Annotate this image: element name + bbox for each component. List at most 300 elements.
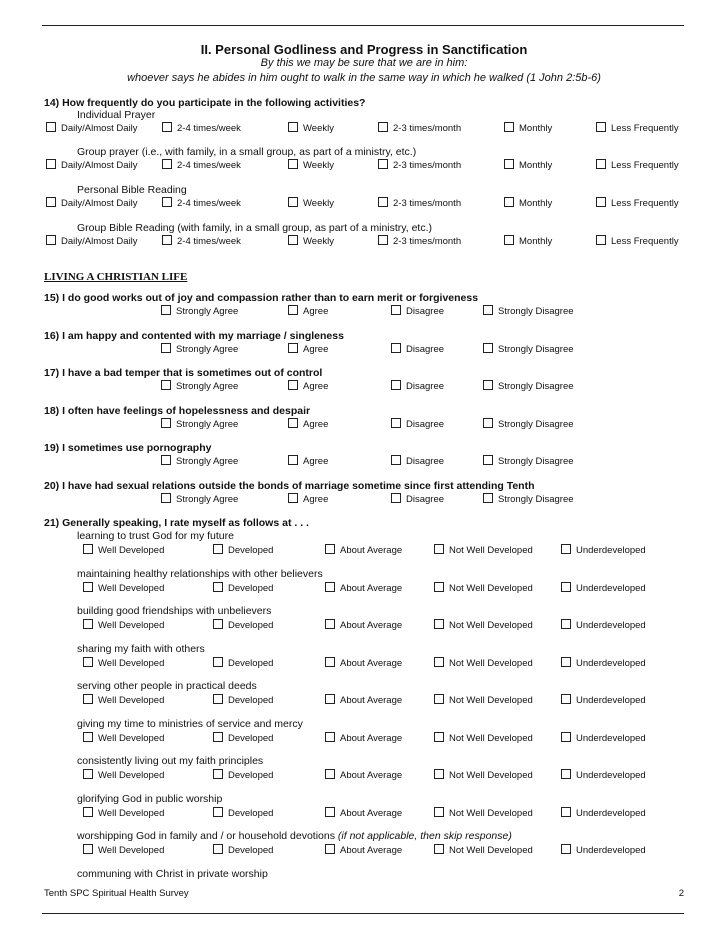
agreement-option[interactable] (288, 455, 328, 467)
rating-option-row (0, 769, 728, 782)
checkbox[interactable] (83, 844, 93, 854)
checkbox[interactable] (161, 380, 171, 390)
option-label: Agree (303, 456, 329, 467)
checkbox[interactable] (161, 418, 171, 428)
rating-option[interactable] (213, 619, 273, 631)
rating-item-text: consistently living out my faith principles (77, 755, 264, 767)
agreement-option[interactable] (161, 493, 238, 505)
rating-item-text: giving my time to ministries of service and mercy (77, 718, 303, 730)
checkbox[interactable] (161, 455, 171, 465)
option-label: Not Well Developed (449, 695, 533, 706)
option-label: Strongly Disagree (498, 306, 574, 317)
checkbox[interactable] (83, 807, 93, 817)
rating-option[interactable] (325, 732, 402, 744)
checkbox[interactable] (213, 844, 223, 854)
checkbox[interactable] (391, 305, 401, 315)
frequency-option[interactable] (596, 197, 679, 209)
rating-item-label (77, 643, 205, 655)
rating-item-note: (if not applicable, then skip response) (337, 830, 512, 842)
checkbox[interactable] (596, 122, 606, 132)
checkbox[interactable] (288, 235, 298, 245)
checkbox[interactable] (561, 732, 571, 742)
rating-option[interactable] (83, 619, 164, 631)
rating-option[interactable] (561, 657, 646, 669)
frequency-option[interactable] (288, 159, 334, 171)
option-label: Well Developed (98, 695, 165, 706)
checkbox[interactable] (288, 197, 298, 207)
option-label: Well Developed (98, 583, 165, 594)
checkbox[interactable] (325, 582, 335, 592)
rating-option[interactable] (325, 619, 402, 631)
rating-option[interactable] (83, 844, 164, 856)
frequency-option[interactable] (504, 122, 552, 134)
frequency-option-row (0, 159, 728, 172)
checkbox[interactable] (288, 122, 298, 132)
agreement-option-row (0, 455, 728, 468)
frequency-option[interactable] (504, 235, 552, 247)
rating-option[interactable] (434, 769, 533, 781)
checkbox[interactable] (325, 619, 335, 629)
agreement-option[interactable] (391, 455, 444, 467)
option-label: Disagree (406, 456, 445, 467)
option-label: Developed (228, 845, 274, 856)
checkbox[interactable] (83, 582, 93, 592)
checkbox[interactable] (378, 235, 388, 245)
rating-item-text: learning to trust God for my future (77, 530, 234, 542)
option-label: Daily/Almost Daily (61, 198, 138, 209)
checkbox[interactable] (391, 343, 401, 353)
frequency-option[interactable] (596, 122, 679, 134)
rating-option-row (0, 694, 728, 707)
option-label: Monthly (519, 123, 553, 134)
checkbox[interactable] (213, 732, 223, 742)
option-label: Disagree (406, 381, 445, 392)
option-label: Well Developed (98, 620, 165, 631)
frequency-option[interactable] (162, 235, 241, 247)
agreement-option[interactable] (161, 455, 238, 467)
rating-option[interactable] (561, 732, 646, 744)
rating-item-label (77, 605, 271, 617)
frequency-option[interactable] (378, 235, 461, 247)
rating-item-text: worshipping God in family and / or household devotions (77, 830, 335, 842)
agreement-option[interactable] (288, 305, 328, 317)
checkbox[interactable] (83, 544, 93, 554)
checkbox[interactable] (434, 844, 444, 854)
option-label: Developed (228, 733, 274, 744)
rating-option[interactable] (325, 769, 402, 781)
agreement-option[interactable] (483, 418, 574, 430)
checkbox[interactable] (83, 657, 93, 667)
agreement-option-row (0, 418, 728, 431)
rating-option[interactable] (83, 732, 164, 744)
option-label: 2-3 times/month (393, 123, 462, 134)
option-label: Strongly Disagree (498, 494, 574, 505)
agreement-option-row (0, 493, 728, 506)
rating-option[interactable] (434, 732, 533, 744)
checkbox[interactable] (161, 343, 171, 353)
rating-item-text: glorifying God in public worship (77, 793, 223, 805)
agreement-option[interactable] (483, 493, 574, 505)
option-label: Strongly Disagree (498, 381, 574, 392)
option-label: Strongly Agree (176, 381, 239, 392)
rating-option-row (0, 582, 728, 595)
checkbox[interactable] (483, 418, 493, 428)
statement-question: 18) I often have feelings of hopelessness and despair (44, 405, 311, 417)
rating-option[interactable] (83, 769, 164, 781)
rating-item-label (77, 755, 263, 767)
rating-option[interactable] (561, 619, 646, 631)
checkbox[interactable] (434, 694, 444, 704)
agreement-option[interactable] (161, 305, 238, 317)
checkbox[interactable] (483, 455, 493, 465)
rating-option-row (0, 844, 728, 857)
option-label: Less Frequently (611, 160, 679, 171)
rating-option[interactable] (325, 694, 402, 706)
option-label: Developed (228, 770, 274, 781)
checkbox[interactable] (83, 694, 93, 704)
option-label: Underdeveloped (576, 620, 646, 631)
checkbox[interactable] (325, 844, 335, 854)
checkbox[interactable] (504, 122, 514, 132)
option-label: Not Well Developed (449, 808, 533, 819)
option-label: Monthly (519, 160, 553, 171)
bottom-rule (42, 913, 684, 914)
question-14: 14) How frequently do you participate in the following activities? (44, 97, 366, 109)
rating-item-text: maintaining healthy relationships with other believers (77, 568, 323, 580)
option-label: Well Developed (98, 733, 165, 744)
option-label: Agree (303, 494, 329, 505)
option-label: About Average (340, 733, 403, 744)
checkbox[interactable] (162, 235, 172, 245)
rating-option[interactable] (434, 657, 533, 669)
option-label: Agree (303, 344, 329, 355)
agreement-option[interactable] (391, 305, 444, 317)
option-label: Developed (228, 620, 274, 631)
rating-option[interactable] (434, 582, 533, 594)
top-rule (42, 25, 684, 26)
option-label: 2-4 times/week (177, 160, 241, 171)
checkbox[interactable] (391, 380, 401, 390)
option-label: Weekly (303, 198, 334, 209)
checkbox[interactable] (391, 418, 401, 428)
rating-option[interactable] (213, 807, 273, 819)
checkbox[interactable] (83, 619, 93, 629)
option-label: Strongly Disagree (498, 456, 574, 467)
checkbox[interactable] (325, 807, 335, 817)
option-label: Well Developed (98, 845, 165, 856)
checkbox[interactable] (561, 657, 571, 667)
checkbox[interactable] (561, 844, 571, 854)
agreement-option[interactable] (288, 343, 328, 355)
rating-option[interactable] (83, 544, 164, 556)
checkbox[interactable] (161, 493, 171, 503)
rating-option[interactable] (325, 844, 402, 856)
option-label: Well Developed (98, 770, 165, 781)
checkbox[interactable] (288, 159, 298, 169)
option-label: Agree (303, 419, 329, 430)
statement-question: 19) I sometimes use pornography (44, 442, 212, 454)
frequency-option[interactable] (596, 235, 679, 247)
checkbox[interactable] (483, 343, 493, 353)
rating-item-label (77, 568, 323, 580)
rating-option[interactable] (561, 844, 646, 856)
statement-question: 17) I have a bad temper that is sometimes out of control (44, 367, 323, 379)
agreement-option-row (0, 380, 728, 393)
rating-option[interactable] (213, 694, 273, 706)
option-label: Disagree (406, 494, 445, 505)
checkbox[interactable] (325, 544, 335, 554)
rating-option[interactable] (213, 657, 273, 669)
frequency-option[interactable] (288, 235, 334, 247)
rating-option-row (0, 657, 728, 670)
agreement-option[interactable] (391, 493, 444, 505)
rating-option-row (0, 619, 728, 632)
rating-option[interactable] (434, 544, 533, 556)
checkbox[interactable] (596, 197, 606, 207)
rating-option[interactable] (434, 619, 533, 631)
checkbox[interactable] (46, 159, 56, 169)
frequency-option-row (0, 235, 728, 248)
checkbox[interactable] (561, 544, 571, 554)
rating-option[interactable] (325, 657, 402, 669)
option-label: Underdeveloped (576, 845, 646, 856)
option-label: 2-4 times/week (177, 198, 241, 209)
checkbox[interactable] (162, 197, 172, 207)
rating-option[interactable] (434, 807, 533, 819)
option-label: Disagree (406, 419, 445, 430)
checkbox[interactable] (434, 657, 444, 667)
checkbox[interactable] (504, 235, 514, 245)
checkbox[interactable] (213, 544, 223, 554)
option-label: Not Well Developed (449, 733, 533, 744)
option-label: About Average (340, 845, 403, 856)
frequency-option[interactable] (504, 197, 552, 209)
option-label: Less Frequently (611, 236, 679, 247)
option-label: Strongly Agree (176, 456, 239, 467)
rating-option[interactable] (561, 544, 646, 556)
option-label: Underdeveloped (576, 808, 646, 819)
checkbox[interactable] (391, 493, 401, 503)
agreement-option[interactable] (483, 305, 574, 317)
checkbox[interactable] (162, 159, 172, 169)
rating-option[interactable] (325, 582, 402, 594)
rating-option[interactable] (325, 807, 402, 819)
activity-label: Group Bible Reading (with family, in a small group, as part of a ministry, etc.) (77, 222, 433, 234)
question-21: 21) Generally speaking, I rate myself as follows at . . . (44, 517, 309, 529)
agreement-option[interactable] (288, 380, 328, 392)
rating-option[interactable] (325, 544, 402, 556)
agreement-option[interactable] (483, 380, 574, 392)
frequency-option[interactable] (46, 159, 138, 171)
frequency-option[interactable] (378, 159, 461, 171)
footer-page-number: 2 (678, 888, 684, 899)
rating-option[interactable] (213, 844, 273, 856)
checkbox[interactable] (46, 197, 56, 207)
frequency-option[interactable] (504, 159, 552, 171)
rating-option[interactable] (213, 769, 273, 781)
option-label: Underdeveloped (576, 695, 646, 706)
checkbox[interactable] (288, 455, 298, 465)
rating-option[interactable] (83, 657, 164, 669)
checkbox[interactable] (288, 380, 298, 390)
option-label: About Average (340, 620, 403, 631)
rating-item-label (77, 793, 222, 805)
checkbox[interactable] (561, 807, 571, 817)
frequency-option[interactable] (46, 122, 138, 134)
activity-label: Individual Prayer (77, 109, 156, 121)
agreement-option[interactable] (391, 418, 444, 430)
frequency-option-row (0, 197, 728, 210)
option-label: Strongly Agree (176, 344, 239, 355)
option-label: Strongly Agree (176, 419, 239, 430)
checkbox[interactable] (434, 769, 444, 779)
agreement-option[interactable] (288, 493, 328, 505)
checkbox[interactable] (378, 197, 388, 207)
option-label: Daily/Almost Daily (61, 123, 138, 134)
agreement-option[interactable] (391, 380, 444, 392)
option-label: 2-3 times/month (393, 160, 462, 171)
checkbox[interactable] (213, 769, 223, 779)
option-label: Disagree (406, 344, 445, 355)
agreement-option[interactable] (483, 455, 574, 467)
checkbox[interactable] (83, 769, 93, 779)
option-label: Disagree (406, 306, 445, 317)
footer-title: Tenth SPC Spiritual Health Survey (44, 888, 189, 899)
checkbox[interactable] (288, 418, 298, 428)
frequency-option[interactable] (288, 197, 334, 209)
option-label: Well Developed (98, 545, 165, 556)
agreement-option-row (0, 343, 728, 356)
checkbox[interactable] (434, 544, 444, 554)
option-label: About Average (340, 658, 403, 669)
agreement-option[interactable] (483, 343, 574, 355)
checkbox[interactable] (213, 694, 223, 704)
frequency-option[interactable] (162, 122, 241, 134)
page-subtitle-line-1: By this we may be sure that we are in him: (260, 57, 468, 69)
rating-option[interactable] (83, 694, 164, 706)
checkbox[interactable] (483, 305, 493, 315)
checkbox[interactable] (391, 455, 401, 465)
rating-option[interactable] (561, 582, 646, 594)
option-label: Developed (228, 808, 274, 819)
activity-label: Personal Bible Reading (77, 184, 187, 196)
option-label: Daily/Almost Daily (61, 160, 138, 171)
agreement-option[interactable] (161, 380, 238, 392)
rating-item-text: building good friendships with unbelievers (77, 605, 272, 617)
rating-option[interactable] (213, 544, 273, 556)
checkbox[interactable] (325, 732, 335, 742)
option-label: Weekly (303, 160, 334, 171)
checkbox[interactable] (596, 159, 606, 169)
statement-question: 16) I am happy and contented with my marriage / singleness (44, 330, 344, 342)
checkbox[interactable] (325, 657, 335, 667)
checkbox[interactable] (213, 807, 223, 817)
checkbox[interactable] (288, 343, 298, 353)
checkbox[interactable] (83, 732, 93, 742)
checkbox[interactable] (561, 769, 571, 779)
rating-option[interactable] (213, 732, 273, 744)
rating-item-label (77, 718, 303, 730)
option-label: Not Well Developed (449, 620, 533, 631)
checkbox[interactable] (378, 122, 388, 132)
option-label: 2-3 times/month (393, 236, 462, 247)
option-label: 2-3 times/month (393, 198, 462, 209)
statement-question: 15) I do good works out of joy and compassion rather than to earn merit or forgiveness (44, 292, 479, 304)
checkbox[interactable] (596, 235, 606, 245)
frequency-option[interactable] (378, 197, 461, 209)
option-label: Well Developed (98, 808, 165, 819)
agreement-option[interactable] (161, 343, 238, 355)
option-label: Strongly Agree (176, 494, 239, 505)
option-label: About Average (340, 695, 403, 706)
checkbox[interactable] (213, 619, 223, 629)
frequency-option[interactable] (596, 159, 679, 171)
rating-option-row (0, 807, 728, 820)
checkbox[interactable] (378, 159, 388, 169)
checkbox[interactable] (325, 769, 335, 779)
checkbox[interactable] (288, 305, 298, 315)
checkbox[interactable] (46, 122, 56, 132)
rating-option[interactable] (434, 694, 533, 706)
checkbox[interactable] (434, 619, 444, 629)
checkbox[interactable] (434, 732, 444, 742)
checkbox[interactable] (325, 694, 335, 704)
checkbox[interactable] (434, 582, 444, 592)
rating-item-label (77, 868, 268, 880)
option-label: Well Developed (98, 658, 165, 669)
checkbox[interactable] (46, 235, 56, 245)
rating-option[interactable] (83, 807, 164, 819)
rating-option[interactable] (83, 582, 164, 594)
frequency-option[interactable] (378, 122, 461, 134)
option-label: Agree (303, 306, 329, 317)
rating-option[interactable] (561, 769, 646, 781)
option-label: Developed (228, 695, 274, 706)
rating-item-text: serving other people in practical deeds (77, 680, 257, 692)
checkbox[interactable] (288, 493, 298, 503)
checkbox[interactable] (483, 493, 493, 503)
option-label: Daily/Almost Daily (61, 236, 138, 247)
frequency-option-row (0, 122, 728, 135)
checkbox[interactable] (561, 619, 571, 629)
frequency-option[interactable] (46, 197, 138, 209)
rating-option[interactable] (561, 807, 646, 819)
checkbox[interactable] (561, 582, 571, 592)
frequency-option[interactable] (162, 159, 241, 171)
frequency-option[interactable] (162, 197, 241, 209)
checkbox[interactable] (504, 197, 514, 207)
checkbox[interactable] (213, 582, 223, 592)
checkbox[interactable] (504, 159, 514, 169)
checkbox[interactable] (161, 305, 171, 315)
rating-option[interactable] (213, 582, 273, 594)
checkbox[interactable] (483, 380, 493, 390)
option-label: Underdeveloped (576, 733, 646, 744)
checkbox[interactable] (434, 807, 444, 817)
rating-item-text: communing with Christ in private worship (77, 868, 268, 880)
frequency-option[interactable] (288, 122, 334, 134)
rating-option[interactable] (561, 694, 646, 706)
option-label: Developed (228, 545, 274, 556)
agreement-option[interactable] (161, 418, 238, 430)
checkbox[interactable] (162, 122, 172, 132)
frequency-option[interactable] (46, 235, 138, 247)
checkbox[interactable] (561, 694, 571, 704)
checkbox[interactable] (213, 657, 223, 667)
agreement-option[interactable] (288, 418, 328, 430)
rating-option[interactable] (434, 844, 533, 856)
agreement-option[interactable] (391, 343, 444, 355)
